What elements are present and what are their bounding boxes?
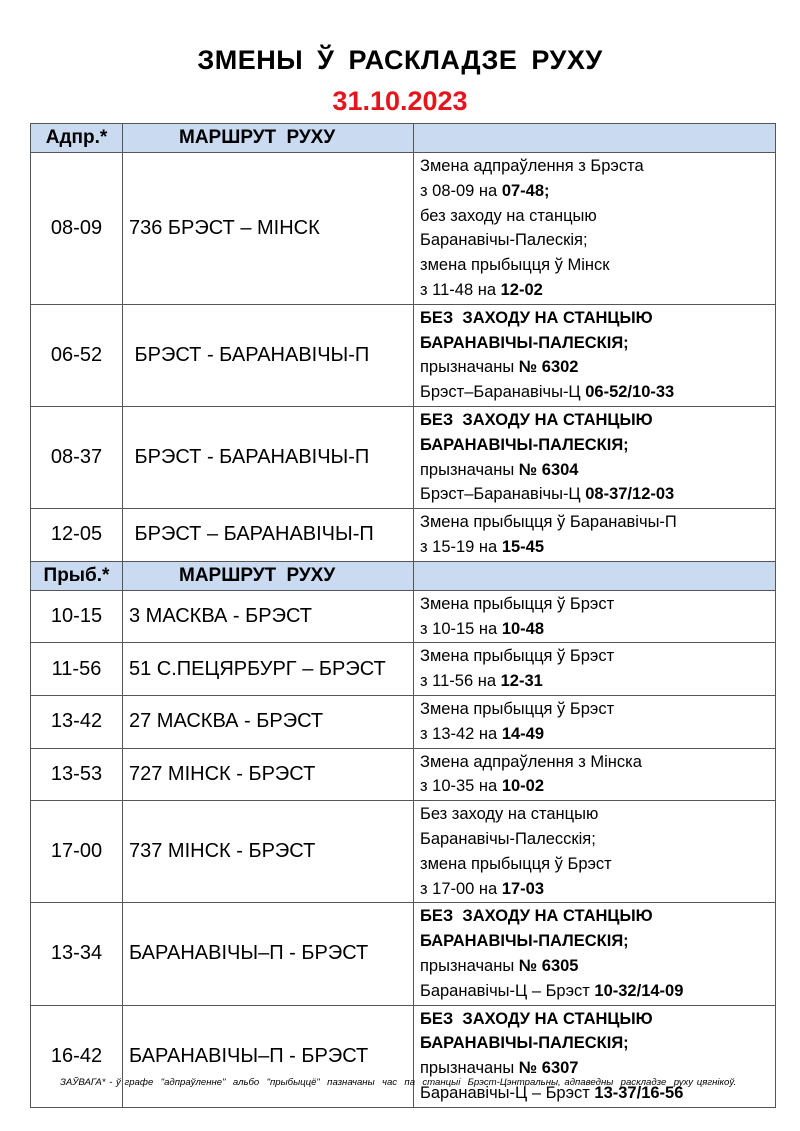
route-cell: БРЭСТ – БАРАНАВІЧЫ-П	[123, 509, 414, 562]
train-number: № 6307	[518, 1059, 579, 1078]
table-row	[31, 903, 776, 1005]
note-cell	[414, 695, 776, 748]
note-cell	[414, 801, 776, 903]
note-new-time: 15-45	[501, 537, 545, 556]
note-line: БЕЗ ЗАХОДУ НА СТАНЦЫЮ	[420, 1009, 653, 1028]
note-line: Баранавічы-Палесскія;	[420, 829, 596, 848]
note-text: з 17-00 на	[420, 879, 502, 898]
note-line: змена прыбыцця ў Брэст	[420, 854, 612, 873]
note-text: прызначаны	[420, 460, 519, 479]
note-new-time: 13-37/16-56	[594, 1083, 684, 1102]
note-text: прызначаны	[420, 956, 519, 975]
table-row	[31, 509, 776, 562]
note-new-time: 14-49	[501, 724, 545, 743]
note-cell	[414, 153, 776, 305]
note-line: Змена прыбыцця ў Баранавічы-П	[420, 513, 677, 532]
time-cell: 17-00	[31, 801, 123, 903]
note-text: Баранавічы-Ц – Брэст	[420, 1083, 595, 1102]
route-cell: 3 МАСКВА - БРЭСТ	[123, 590, 414, 643]
route-cell: БАРАНАВІЧЫ–П - БРЭСТ	[123, 903, 414, 1005]
route-cell: БАРАНАВІЧЫ–П - БРЭСТ	[123, 1005, 414, 1107]
route-cell: 737 МІНСК - БРЭСТ	[123, 801, 414, 903]
train-number: № 6302	[518, 358, 579, 377]
note-new-time: 17-03	[501, 879, 545, 898]
route-cell: 27 МАСКВА - БРЭСТ	[123, 695, 414, 748]
note-new-time: 06-52/10-33	[585, 383, 675, 402]
note-text: з 15-19 на	[420, 537, 502, 556]
note-header	[414, 561, 776, 590]
table-row	[31, 406, 776, 508]
note-line	[420, 458, 769, 483]
route-cell: 51 С.ПЕЦЯРБУРГ – БРЭСТ	[123, 643, 414, 696]
note-line	[420, 380, 769, 405]
note-cell	[414, 643, 776, 696]
note-line: Змена прыбыцця ў Брэст	[420, 647, 615, 666]
note-line: Змена прыбыцця ў Брэст	[420, 699, 615, 718]
note-line: Змена прыбыцця ў Брэст	[420, 594, 615, 613]
note-line	[420, 278, 769, 303]
note-cell	[414, 903, 776, 1005]
note-cell	[414, 590, 776, 643]
note-line: змена прыбыцця ў Мінск	[420, 256, 610, 275]
note-cell	[414, 509, 776, 562]
table-row	[31, 590, 776, 643]
note-new-time: 10-02	[501, 777, 545, 796]
note-cell	[414, 748, 776, 801]
note-new-time: 10-32/14-09	[594, 981, 684, 1000]
table-row	[31, 695, 776, 748]
time-cell: 13-34	[31, 903, 123, 1005]
note-new-time: 07-48;	[501, 181, 550, 200]
note-line: БЕЗ ЗАХОДУ НА СТАНЦЫЮ	[420, 410, 653, 429]
note-line	[420, 179, 769, 204]
departures-header-row	[31, 124, 776, 153]
train-number: № 6305	[518, 956, 579, 975]
note-line	[420, 722, 769, 747]
note-new-time: 12-02	[500, 280, 543, 299]
note-line	[420, 877, 769, 902]
time-cell: 08-09	[31, 153, 123, 305]
note-text: з 10-35 на	[420, 777, 502, 796]
note-line: БАРАНАВІЧЫ-ПАЛЕСКІЯ;	[420, 333, 629, 352]
arrivals-header-row	[31, 561, 776, 590]
table-row	[31, 748, 776, 801]
route-cell: 727 МІНСК - БРЭСТ	[123, 748, 414, 801]
route-cell: БРЭСТ - БАРАНАВІЧЫ-П	[123, 304, 414, 406]
route-header: МАРШРУТ РУХУ	[123, 124, 414, 153]
note-line: БЕЗ ЗАХОДУ НА СТАНЦЫЮ	[420, 907, 653, 926]
note-text: з 10-15 на	[420, 619, 502, 638]
page-title: ЗМЕНЫ Ў РАСКЛАДЗЕ РУХУ	[197, 45, 603, 75]
route-cell: 736 БРЭСТ – МІНСК	[123, 153, 414, 305]
note-line	[420, 535, 769, 560]
note-text: Брэст–Баранавічы-Ц	[420, 383, 586, 402]
time-cell: 16-42	[31, 1005, 123, 1107]
page-date: 31.10.2023	[332, 86, 468, 116]
time-cell: 12-05	[31, 509, 123, 562]
note-line	[420, 617, 769, 642]
note-line	[420, 979, 769, 1004]
note-line	[420, 669, 769, 694]
note-line	[420, 774, 769, 799]
note-cell	[414, 406, 776, 508]
time-cell: 10-15	[31, 590, 123, 643]
note-line: БАРАНАВІЧЫ-ПАЛЕСКІЯ;	[420, 1034, 629, 1053]
note-cell	[414, 1005, 776, 1107]
arrival-time-header: Прыб.*	[31, 561, 123, 590]
note-new-time: 12-31	[500, 672, 543, 691]
route-cell: БРЭСТ - БАРАНАВІЧЫ-П	[123, 406, 414, 508]
note-line: Без заходу на станцыю	[420, 805, 599, 824]
departure-time-header: Адпр.*	[31, 124, 123, 153]
note-line: Змена адпраўлення з Мінска	[420, 752, 642, 771]
route-header: МАРШРУТ РУХУ	[123, 561, 414, 590]
table-row	[31, 801, 776, 903]
note-cell	[414, 304, 776, 406]
note-line: Баранавічы-Палескія;	[420, 231, 588, 250]
time-cell: 13-42	[31, 695, 123, 748]
note-line: БАРАНАВІЧЫ-ПАЛЕСКІЯ;	[420, 932, 629, 951]
time-cell: 08-37	[31, 406, 123, 508]
note-line: БАРАНАВІЧЫ-ПАЛЕСКІЯ;	[420, 435, 629, 454]
train-number: № 6304	[518, 460, 579, 479]
note-text: з 11-56 на	[420, 672, 501, 691]
note-text: Брэст–Баранавічы-Ц	[420, 485, 586, 504]
note-text: Баранавічы-Ц – Брэст	[420, 981, 595, 1000]
note-line: БЕЗ ЗАХОДУ НА СТАНЦЫЮ	[420, 308, 653, 327]
table-row	[31, 153, 776, 305]
note-line	[420, 482, 769, 507]
note-text: прызначаны	[420, 1059, 519, 1078]
note-line: Змена адпраўлення з Брэста	[420, 157, 644, 175]
note-line	[420, 355, 769, 380]
note-text: з 08-09 на	[420, 181, 502, 200]
table-row	[31, 643, 776, 696]
note-text: з 13-42 на	[420, 724, 502, 743]
time-cell: 11-56	[31, 643, 123, 696]
note-line: без заходу на станцыю	[420, 206, 597, 225]
time-cell: 06-52	[31, 304, 123, 406]
note-new-time: 08-37/12-03	[585, 485, 675, 504]
schedule-table	[30, 123, 776, 1108]
table-row	[31, 304, 776, 406]
note-header	[414, 124, 776, 153]
note-text: прызначаны	[420, 358, 519, 377]
note-new-time: 10-48	[501, 619, 545, 638]
footnote: ЗАЎВАГА* - ў графе "адпраўленне" альбо "прыбыццё" пазначаны час па станцыі Брэст-Цэнтральны, адпаведны раскладзе руху цягнікоў.	[60, 1077, 737, 1088]
table-row	[31, 1005, 776, 1107]
time-cell: 13-53	[31, 748, 123, 801]
note-text: з 11-48 на	[420, 280, 501, 299]
note-line	[420, 954, 769, 979]
